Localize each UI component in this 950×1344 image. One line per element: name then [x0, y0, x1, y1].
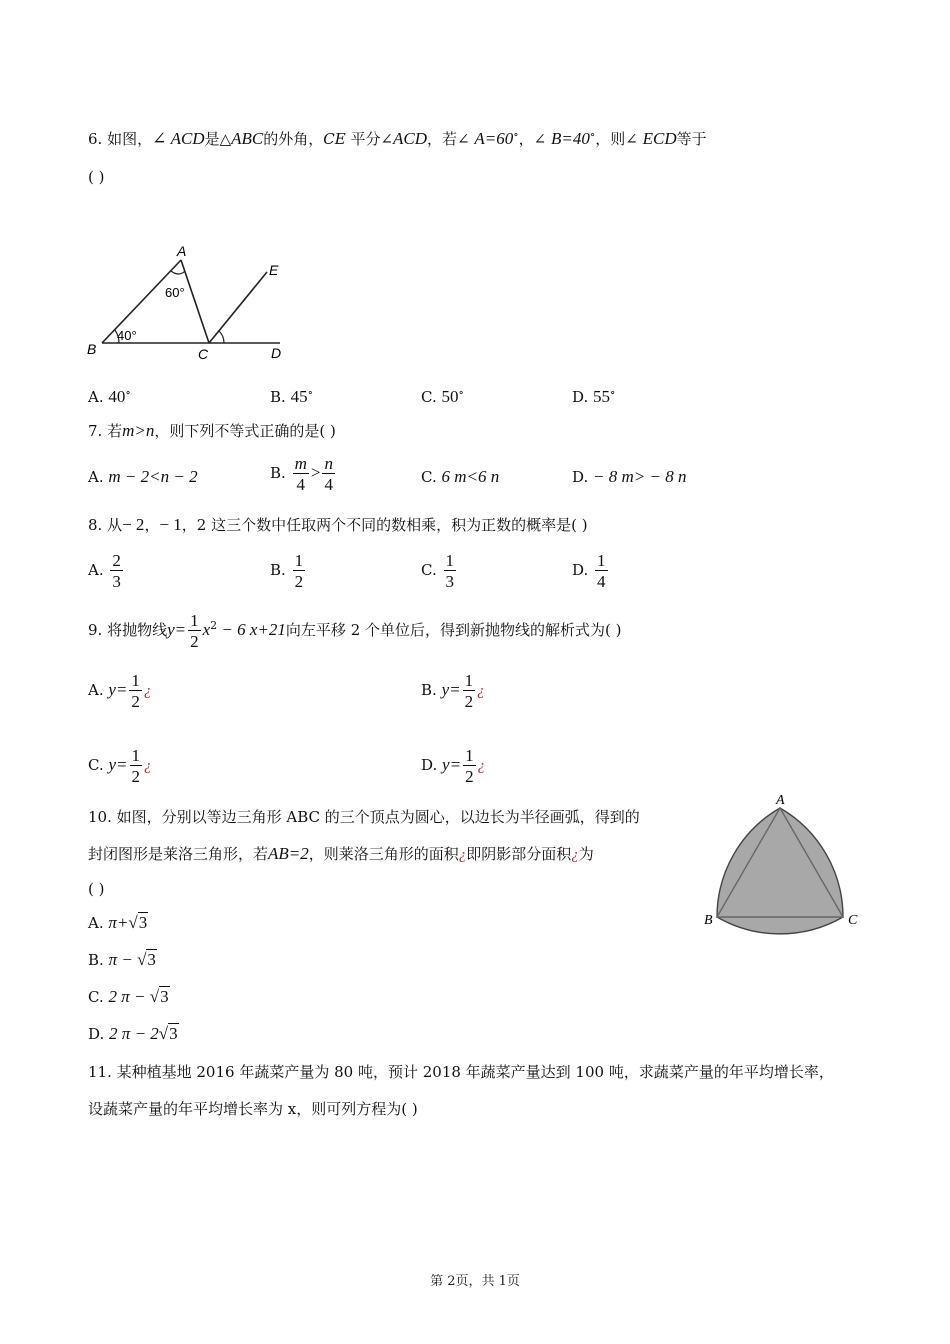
q8-number: 8. 从: [88, 516, 123, 534]
degree-sign: ∘: [458, 386, 464, 399]
q10-text: 为: [578, 845, 594, 863]
q10-option-b[interactable]: [88, 950, 157, 970]
missing-glyph: ¿: [458, 847, 467, 863]
q9-square: 2: [210, 619, 218, 632]
option-value: 50: [441, 387, 459, 406]
denominator: 2: [294, 572, 304, 591]
option-expr: π −: [108, 950, 138, 969]
radicand: 3: [138, 913, 148, 932]
denominator: 2: [464, 692, 474, 711]
q6-text: 的外角，: [263, 130, 324, 148]
q9-text: 向左平移 2 个单位后，得到新抛物线的解析式为( ): [285, 621, 622, 639]
fraction-half: [188, 612, 201, 650]
option-label: A.: [88, 914, 104, 932]
q9-option-d[interactable]: [421, 747, 485, 785]
q11-line1: 11. 某种植基地 2016 年蔬菜产量为 80 吨，预计 2018 年蔬菜产量达到 100 吨，求蔬菜产量的年平均增长率，: [88, 1063, 834, 1081]
fraction: [595, 552, 608, 590]
degree-sign: ∘: [125, 386, 131, 399]
numerator: 2: [112, 551, 121, 570]
q10-ab: AB=2: [268, 844, 309, 863]
denominator: 4: [296, 475, 305, 494]
denominator: 2: [131, 767, 141, 786]
option-label: C.: [421, 468, 437, 486]
q10-option-d[interactable]: [88, 1024, 179, 1044]
denominator: 3: [445, 572, 454, 591]
q7-stem: [88, 420, 336, 441]
option-value: 40: [108, 387, 126, 406]
option-expr: π+: [108, 913, 129, 932]
q10-text: 即阴影部分面积: [466, 845, 572, 863]
q8-num: − 1: [159, 515, 182, 534]
label-b: B: [87, 341, 97, 357]
numerator: n: [324, 454, 333, 473]
q6-option-c[interactable]: [421, 386, 464, 407]
q6-text: 等于: [676, 130, 707, 148]
q6-text: ，则∠: [595, 130, 643, 148]
label-c: C: [848, 913, 858, 928]
fraction: [129, 672, 142, 710]
option-value: − 8 m> − 8 n: [593, 467, 687, 486]
option-label: D.: [572, 561, 589, 579]
option-label: D.: [88, 1025, 105, 1043]
option-label: D.: [572, 388, 589, 406]
q10-option-a[interactable]: [88, 913, 148, 933]
q6-ecd: ECD: [642, 129, 677, 148]
q8-option-d[interactable]: [572, 552, 610, 590]
option-y: y=: [441, 680, 461, 699]
numerator: 1: [465, 746, 474, 765]
greater-sign: >: [310, 463, 321, 482]
fraction-n-4: [322, 455, 335, 493]
q6-acd: ACD: [393, 129, 428, 148]
q10-line1: 10. 如图，分别以等边三角形 ABC 的三个顶点为圆心，以边长为半径画弧，得到的: [88, 808, 640, 826]
q11-line2: 设蔬菜产量的年平均增长率为 x，则可列方程为( ): [88, 1100, 418, 1118]
label-a: A: [776, 793, 785, 808]
denominator: 4: [597, 572, 606, 591]
option-label: C.: [88, 988, 104, 1006]
option-label: A.: [88, 468, 104, 486]
numerator: 1: [597, 551, 606, 570]
q9-option-c[interactable]: [88, 747, 152, 785]
q10-text: ，则莱洛三角形的面积: [308, 845, 459, 863]
numerator: 1: [294, 551, 304, 570]
option-label: B.: [88, 951, 104, 969]
q6-option-a[interactable]: [88, 386, 131, 407]
fraction: [293, 552, 306, 590]
label-c: C: [198, 346, 209, 362]
q6-text: ，若∠: [427, 130, 475, 148]
missing-glyph: ¿: [144, 758, 152, 774]
q10-line2: [88, 843, 594, 864]
q6-stem: [88, 128, 707, 149]
q7-option-c[interactable]: [421, 467, 499, 487]
q9-y: y=: [167, 620, 187, 639]
label-b: B: [704, 913, 713, 928]
missing-glyph: ¿: [143, 683, 152, 699]
label-a: A: [177, 243, 187, 259]
q7-condition: m>n: [122, 421, 155, 440]
q6-text: ，∠: [518, 130, 551, 148]
fraction: [444, 552, 457, 590]
numerator: m: [294, 454, 307, 473]
missing-glyph: ¿: [571, 847, 579, 863]
q9-option-a[interactable]: [88, 672, 151, 710]
degree-sign: ∘: [589, 128, 596, 141]
q6-number: 6. 如图，: [88, 130, 153, 148]
option-label: C.: [421, 561, 437, 579]
q7-option-b[interactable]: [270, 455, 337, 493]
option-label: B.: [421, 681, 437, 699]
degree-sign: ∘: [307, 386, 313, 399]
option-expr: 2 π − 2: [109, 1024, 159, 1043]
q6-figure: [85, 240, 300, 365]
q9-option-b[interactable]: [421, 672, 485, 710]
numerator: 1: [445, 551, 454, 570]
sqrt: √3: [158, 1024, 178, 1043]
missing-glyph: ¿: [477, 758, 486, 774]
q10-option-c[interactable]: [88, 987, 170, 1007]
option-y: y=: [108, 680, 128, 699]
q10-text: 封闭图形是莱洛三角形，若: [88, 845, 269, 863]
q8-text: ，2 这三个数中任取两个不同的数相乘，积为正数的概率是( ): [181, 516, 588, 534]
sqrt: √3: [149, 987, 169, 1006]
q8-num: − 2: [122, 515, 145, 534]
option-label: C.: [88, 756, 104, 774]
denominator: 2: [131, 692, 140, 711]
q7-number: 7. 若: [88, 422, 123, 440]
q8-option-b[interactable]: [270, 552, 307, 590]
option-y: y=: [108, 755, 128, 774]
denominator: 2: [465, 767, 474, 786]
q8-option-c[interactable]: [421, 552, 458, 590]
q8-sep: ，: [144, 516, 160, 534]
q6-angle-b: B=40: [551, 129, 590, 148]
q6-ce: CE: [323, 130, 346, 148]
numerator: 1: [190, 611, 199, 630]
q6-angle-acd: ∠ ACD: [152, 129, 205, 148]
option-label: C.: [421, 388, 437, 406]
option-y: y=: [442, 755, 462, 774]
degree-sign: ∘: [513, 128, 519, 141]
option-label: B.: [270, 464, 286, 482]
denominator: 4: [324, 475, 333, 494]
label-d: D: [271, 345, 282, 361]
option-value: 6 m<6 n: [441, 467, 500, 486]
option-value: 55: [593, 387, 611, 406]
numerator: 1: [131, 746, 141, 765]
missing-glyph: ¿: [477, 683, 485, 699]
q9-tail: − 6 x+21: [217, 620, 286, 639]
option-value: m − 2<n − 2: [108, 467, 198, 486]
q8-stem: [88, 514, 588, 535]
q10-reuleaux-figure: [700, 788, 870, 938]
option-label: A.: [88, 561, 104, 579]
option-label: B.: [270, 388, 286, 406]
radicand: 3: [169, 1024, 178, 1043]
fraction-m-4: [293, 455, 309, 493]
option-label: D.: [421, 756, 438, 774]
q6-option-d[interactable]: [572, 386, 615, 407]
radicand: 3: [147, 950, 156, 969]
numerator: 1: [464, 671, 474, 690]
denominator: 2: [190, 632, 199, 651]
fraction: [110, 552, 123, 590]
angle-b-label: 40°: [117, 328, 137, 343]
sqrt: √3: [137, 950, 156, 969]
option-value: 45: [290, 387, 308, 406]
q6-triangle-abc: ABC: [231, 129, 264, 148]
option-label: A.: [88, 388, 104, 406]
q8-option-a[interactable]: [88, 552, 125, 590]
radicand: 3: [160, 987, 169, 1006]
sqrt: √3: [128, 913, 148, 932]
page-footer: 第 2页，共 1页: [430, 1274, 520, 1289]
option-label: B.: [270, 561, 286, 579]
denominator: 3: [112, 572, 121, 591]
q7-option-a[interactable]: [88, 467, 198, 487]
q6-option-b[interactable]: [270, 386, 313, 407]
q9-number: 9. 将抛物线: [88, 621, 168, 639]
q9-stem: [88, 612, 621, 650]
q6-text: 是△: [204, 130, 232, 148]
q6-paren: ( ): [88, 168, 105, 186]
q7-option-d[interactable]: [572, 467, 687, 487]
fraction: [463, 747, 476, 785]
fraction: [463, 672, 476, 710]
q9-x: x: [202, 620, 211, 639]
option-label: A.: [88, 681, 104, 699]
numerator: 1: [131, 671, 140, 690]
q7-text: ，则下列不等式正确的是( ): [154, 422, 336, 440]
label-e: E: [269, 262, 279, 278]
fraction: [130, 747, 143, 785]
q10-paren: ( ): [88, 880, 105, 898]
option-expr: 2 π −: [108, 987, 150, 1006]
q6-angle-a: A=60: [474, 129, 514, 148]
angle-a-label: 60°: [165, 285, 185, 300]
degree-sign: ∘: [610, 386, 616, 399]
q6-text: 平分∠: [345, 130, 394, 148]
option-label: D.: [572, 468, 589, 486]
